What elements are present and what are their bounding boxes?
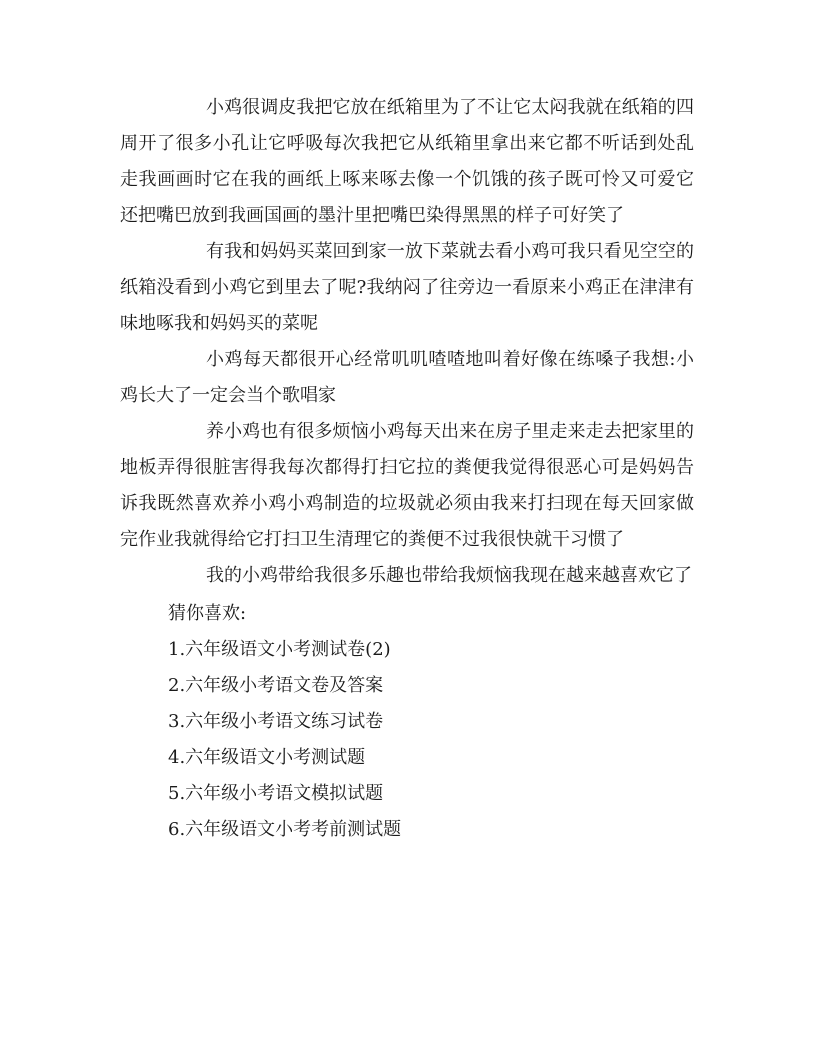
document-body — [120, 90, 694, 848]
paragraph-5: 我的小鸡带给我很多乐趣也带给我烦恼我现在越来越喜欢它了 — [206, 565, 692, 586]
related-title: 猜你喜欢: — [168, 603, 247, 624]
related-link-6[interactable]: 6.六年级语文小考考前测试题 — [168, 819, 402, 840]
related-link-4[interactable]: 4.六年级语文小考测试题 — [168, 747, 366, 768]
related-link-1[interactable]: 1.六年级语文小考测试卷(2) — [168, 639, 391, 660]
paragraph-2: 有我和妈妈买菜回到家一放下菜就去看小鸡可我只看见空空的纸箱没看到小鸡它到里去了呢?我纳闷了往旁边一看原来小鸡正在津津有味地啄我和妈妈买的菜呢 — [120, 241, 694, 334]
paragraph-3: 小鸡每天都很开心经常叽叽喳喳地叫着好像在练嗓子我想:小鸡长大了一定会当个歌唱家 — [120, 349, 694, 406]
related-section — [120, 596, 694, 848]
related-link-5[interactable]: 5.六年级小考语文模拟试题 — [168, 783, 384, 804]
related-list — [168, 632, 694, 848]
paragraph-4: 养小鸡也有很多烦恼小鸡每天出来在房子里走来走去把家里的地板弄得很脏害得我每次都得打扫它拉的粪便我觉得很恶心可是妈妈告诉我既然喜欢养小鸡小鸡制造的垃圾就必须由我来打扫现在每天回家做完作业我就得给它打扫卫生清理它的粪便不过我很快就干习惯了 — [120, 421, 694, 550]
paragraph-1: 小鸡很调皮我把它放在纸箱里为了不让它太闷我就在纸箱的四周开了很多小孔让它呼吸每次我把它从纸箱里拿出来它都不听话到处乱走我画画时它在我的画纸上啄来啄去像一个饥饿的孩子既可怜又可爱它还把嘴巴放到我画国画的墨汁里把嘴巴染得黑黑的样子可好笑了 — [120, 97, 694, 226]
related-link-2[interactable]: 2.六年级小考语文卷及答案 — [168, 675, 384, 696]
related-link-3[interactable]: 3.六年级小考语文练习试卷 — [168, 711, 384, 732]
